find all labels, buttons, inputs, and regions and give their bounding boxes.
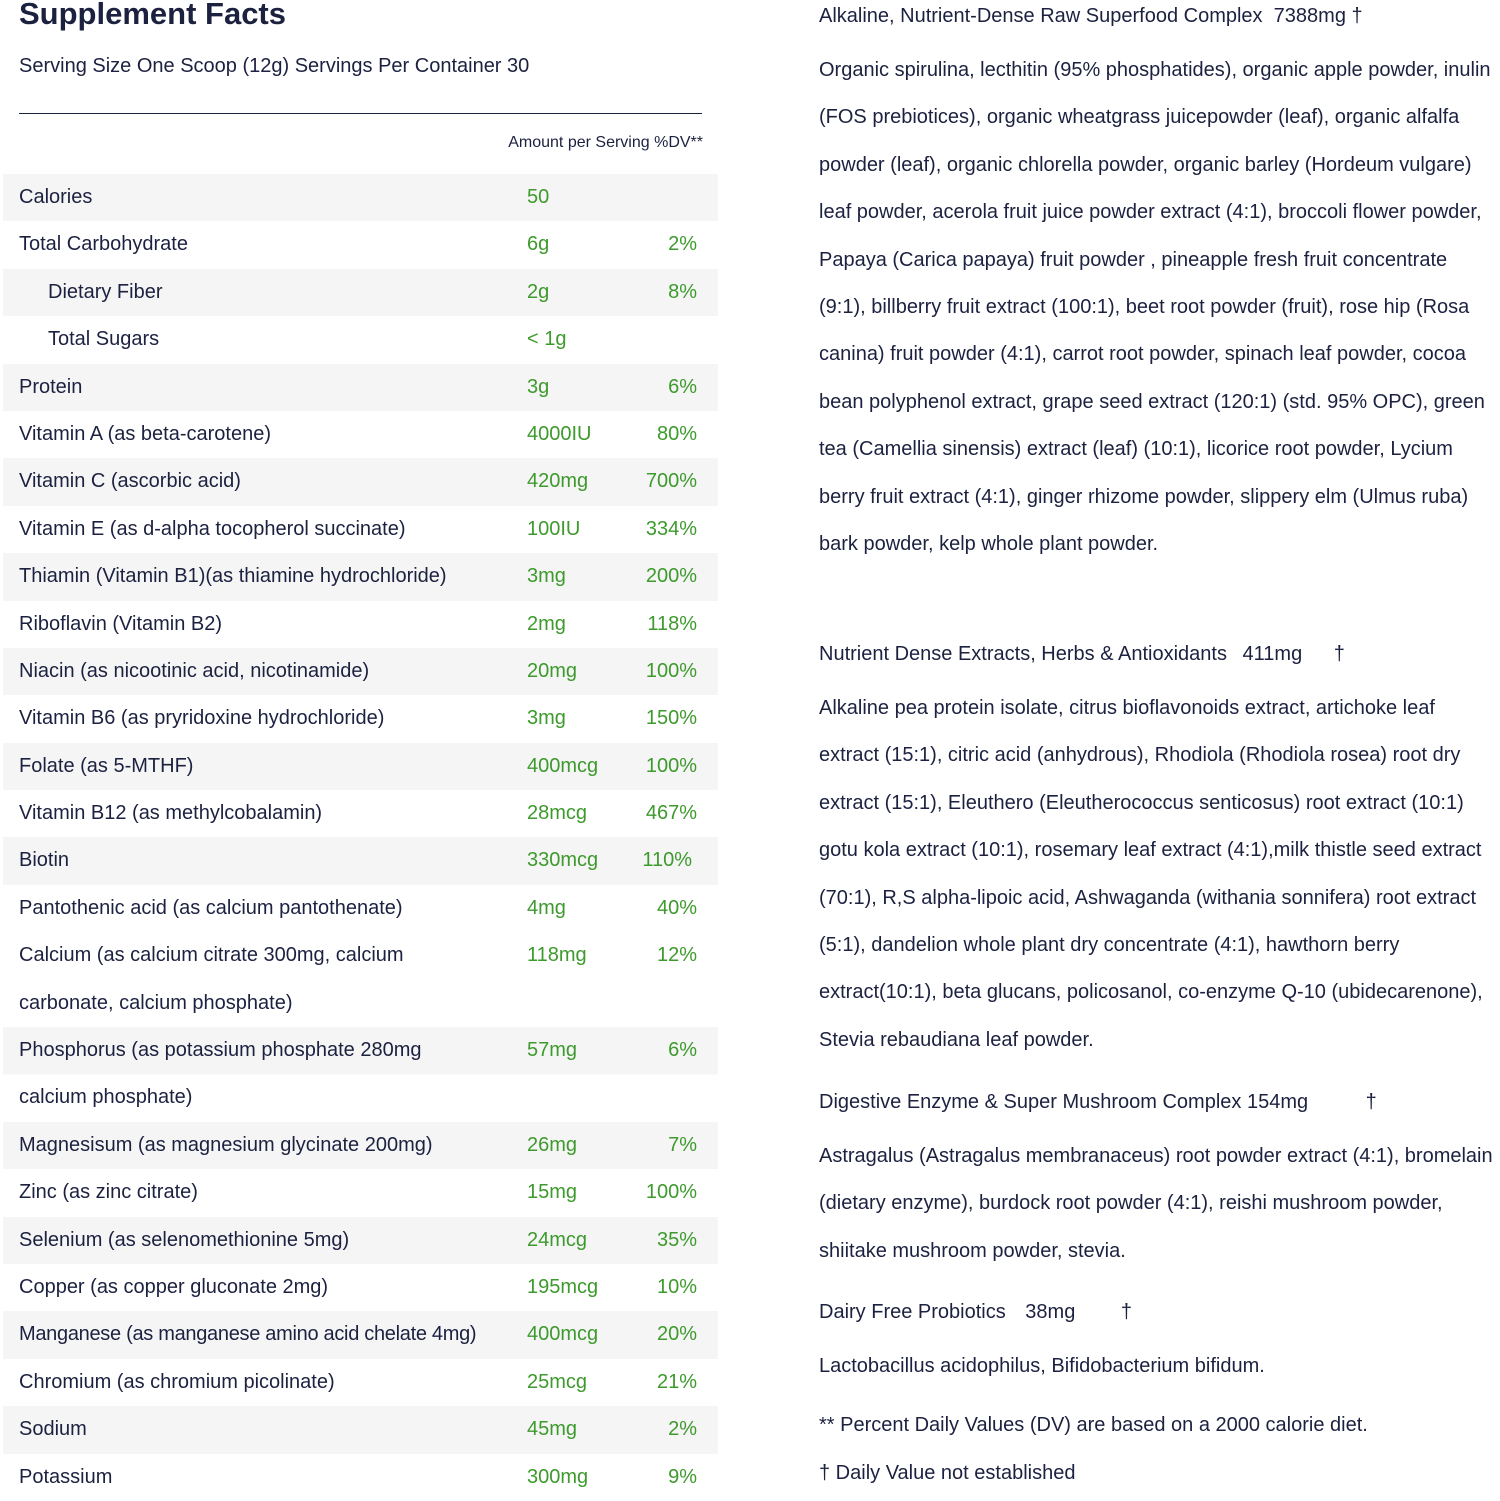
nutrient-dv: 2%: [668, 233, 697, 256]
serving-info: Serving Size One Scoop (12g) Servings Per Container 30: [19, 55, 530, 77]
nutrient-dv: 334%: [645, 517, 697, 540]
nutrient-amount: 195mcg: [527, 1276, 599, 1299]
blend-amount: 411mg: [1242, 643, 1303, 665]
nutrient-amount: 4mg: [527, 896, 566, 919]
nutrient-name: Riboflavin (Vitamin B2): [19, 612, 223, 635]
nutrient-name: Selenium (as selenomethionine 5mg): [19, 1228, 350, 1251]
nutrient-name: Total Carbohydrate: [19, 233, 188, 256]
table-row: [3, 885, 718, 932]
table-row: [3, 695, 718, 742]
nutrient-name: Thiamin (Vitamin B1)(as thiamine hydrochloride): [19, 565, 447, 588]
nutrient-amount: 45mg: [527, 1418, 578, 1441]
nutrient-dv: 100%: [645, 1181, 697, 1204]
nutrient-amount: 2mg: [527, 612, 566, 635]
nutrient-amount: 3g: [527, 375, 550, 398]
nutrient-name: Potassium: [19, 1465, 113, 1488]
nutrient-amount: 6g: [527, 233, 550, 256]
blend-ingredients: Astragalus (Astragalus membranaceus) root powder extract (4:1), bromelain (dietary enzyme), burdock root powder (4:1), reishi mushroom powder, shiitake mushroom powder, stevia.: [819, 1145, 1493, 1262]
table-row: [3, 1454, 718, 1501]
nutrient-dv: 118%: [647, 612, 697, 635]
table-row: [3, 1027, 718, 1122]
nutrient-dv: 10%: [656, 1276, 697, 1299]
table-row: [3, 1217, 718, 1264]
table-row: [3, 1406, 718, 1453]
nutrient-dv: 2%: [668, 1418, 697, 1441]
table-row: [3, 221, 718, 268]
table-row: [3, 1264, 718, 1311]
table-row: [3, 1311, 718, 1358]
blend-heading: [819, 0, 1499, 32]
dagger-mark: †: [1351, 5, 1363, 27]
table-row: [3, 601, 718, 648]
nutrient-name: Vitamin A (as beta-carotene): [19, 422, 271, 445]
blend-amount: 154mg: [1246, 1091, 1309, 1113]
nutrient-amount: 15mg: [527, 1181, 578, 1204]
nutrient-amount: 100IU: [527, 517, 581, 540]
nutrient-amount: 400mcg: [527, 754, 599, 777]
nutrient-name: Biotin: [19, 849, 70, 872]
nutrient-dv: 200%: [645, 565, 697, 588]
nutrient-name: Copper (as copper gluconate 2mg): [19, 1276, 329, 1299]
nutrient-dv: 80%: [656, 422, 697, 445]
table-row: [3, 269, 718, 316]
nutrient-dv: 467%: [645, 802, 697, 825]
nutrient-dv: 150%: [645, 707, 697, 730]
table-row: [3, 1169, 718, 1216]
nutrient-dv: 21%: [656, 1370, 697, 1393]
nutrient-dv: 110%: [642, 849, 692, 872]
nutrient-dv: 100%: [645, 754, 697, 777]
nutrient-dv: 40%: [656, 896, 697, 919]
table-row: [3, 411, 718, 458]
divider: [19, 113, 702, 114]
nutrient-name: Vitamin B6 (as pryridoxine hydrochloride): [19, 707, 385, 730]
blend-section: [819, 0, 1499, 568]
dagger-footnote: † Daily Value not established: [819, 1462, 1076, 1484]
nutrient-amount: < 1g: [527, 328, 567, 351]
blend-ingredients: Organic spirulina, lecthitin (95% phosphatides), organic apple powder, inulin (FOS prebiotices), organic wheatgrass juicepowder (leaf), organic alfalfa powder (leaf), organic chlorella powder, organic barley (Hordeum vulgare) leaf powder, acerola fruit juice powder extract (4:1), broccoli flower powder, Papaya (Carica papaya) fruit powder , pineapple fresh fruit concentrate (9:1), billberry fruit extract (100:1), beet root powder (fruit), rose hip (Rosa canina) fruit powder (4:1), carrot root powder, spinach leaf powder, cocoa bean polyphenol extract, grape seed extract (120:1) (std. 95% OPC), green tea (Camellia sinensis) extract (leaf) (10:1), licorice root powder, Lycium berry fruit extract (4:1), ginger rhizome powder, slippery elm (Ulmus ruba) bark powder, kelp whole plant powder.: [819, 59, 1491, 556]
nutrient-amount: 3mg: [527, 565, 566, 588]
dagger-mark: †: [1120, 1301, 1132, 1323]
nutrient-dv: 8%: [668, 280, 697, 303]
nutrient-dv: 700%: [645, 470, 697, 493]
nutrient-amount: 4000IU: [527, 422, 592, 445]
blend-name: Alkaline, Nutrient-Dense Raw Superfood Complex: [819, 5, 1263, 27]
nutrient-name: Vitamin E (as d-alpha tocopherol succinate): [19, 517, 406, 540]
nutrient-amount: 3mg: [527, 707, 566, 730]
nutrient-name: Niacin (as nicootinic acid, nicotinamide): [19, 659, 370, 682]
blend-section: [819, 1296, 1499, 1390]
nutrient-amount: 20mg: [527, 659, 578, 682]
nutrient-dv: 6%: [668, 1039, 697, 1062]
table-row: [3, 837, 718, 884]
blend-ingredients: Lactobacillus acidophilus, Bifidobacterium bifidum.: [819, 1355, 1265, 1377]
nutrient-amount: 330mcg: [527, 849, 599, 872]
nutrient-name: Calories: [19, 186, 93, 208]
dv-footnote: ** Percent Daily Values (DV) are based on a 2000 calorie diet.: [819, 1414, 1368, 1436]
nutrient-amount: 28mcg: [527, 802, 588, 825]
nutrient-amount: 50: [527, 186, 550, 208]
nutrient-dv: 7%: [668, 1133, 697, 1156]
nutrient-name: Sodium: [19, 1418, 87, 1441]
page-title: Supplement Facts: [19, 0, 286, 31]
nutrient-amount: 118mg: [527, 944, 587, 967]
nutrient-name: Manganese (as manganese amino acid chelate 4mg): [19, 1323, 477, 1346]
nutrient-amount: 420mg: [527, 470, 589, 493]
table-row: [3, 1122, 718, 1169]
dagger-mark: †: [1333, 643, 1345, 665]
table-row: [3, 648, 718, 695]
blend-heading: [819, 1296, 1499, 1328]
table-row: [3, 790, 718, 837]
blend-amount: 38mg: [1025, 1301, 1076, 1323]
nutrient-dv: 20%: [656, 1323, 697, 1346]
blend-amount: 7388mg: [1273, 5, 1346, 27]
nutrient-amount: 400mcg: [527, 1323, 599, 1346]
column-header: Amount per Serving %DV**: [508, 134, 703, 151]
nutrient-name: Protein: [19, 375, 83, 398]
table-row: [3, 458, 718, 505]
blend-heading: [819, 1086, 1499, 1118]
table-row: [3, 174, 718, 221]
nutrient-amount: 25mcg: [527, 1370, 588, 1393]
nutrient-name: Vitamin C (ascorbic acid): [19, 470, 241, 493]
blend-heading: [819, 638, 1499, 670]
table-row: [3, 506, 718, 553]
table-row: [3, 316, 718, 363]
nutrient-dv: 35%: [656, 1228, 697, 1251]
nutrient-amount: 2g: [527, 280, 550, 303]
nutrient-name: Total Sugars: [48, 328, 160, 351]
nutrient-name: Magnesisum (as magnesium glycinate 200mg): [19, 1133, 433, 1156]
table-row: [3, 553, 718, 600]
nutrient-name: Pantothenic acid (as calcium pantothenate): [19, 896, 403, 919]
nutrient-name: Dietary Fiber: [48, 280, 163, 303]
dagger-mark: †: [1365, 1091, 1377, 1113]
blend-name: Nutrient Dense Extracts, Herbs & Antioxidants: [819, 643, 1227, 665]
nutrient-name: Folate (as 5-MTHF): [19, 754, 194, 777]
blend-ingredients: Alkaline pea protein isolate, citrus bioflavonoids extract, artichoke leaf extract (15:1), citric acid (anhydrous), Rhodiola (Rhodiola rosea) root dry extract (15:1), Eleuthero (Eleutherococcus senticosus) root extract (10:1) gotu kola extract (10:1), rosemary leaf extract (4:1),milk thistle seed extract (70:1), R,S alpha-lipoic acid, Ashwaganda (withania sonnifera) root extract (5:1), dandelion whole plant dry concentrate (4:1), hawthorn berry extract(10:1), beta glucans, policosanol, co-enzyme Q-10 (ubidecarenone), Stevia rebaudiana leaf powder.: [819, 697, 1483, 1051]
nutrient-amount: 26mg: [527, 1133, 578, 1156]
nutrient-name: Vitamin B12 (as methylcobalamin): [19, 802, 323, 825]
table-row: [3, 1359, 718, 1406]
nutrient-amount: 57mg: [527, 1039, 578, 1062]
table-row: [3, 364, 718, 411]
nutrient-dv: 12%: [656, 944, 697, 967]
blend-section: [819, 1086, 1499, 1275]
blend-section: [819, 638, 1499, 1064]
nutrient-name: Zinc (as zinc citrate): [19, 1181, 198, 1204]
nutrient-name: Chromium (as chromium picolinate): [19, 1370, 335, 1393]
blend-name: Dairy Free Probiotics: [819, 1301, 1006, 1323]
nutrient-amount: 300mg: [527, 1465, 589, 1488]
nutrient-table: [3, 174, 718, 1501]
nutrient-dv: 100%: [645, 659, 697, 682]
nutrient-name: Calcium (as calcium citrate 300mg, calcium carbonate, calcium phosphate): [19, 944, 404, 1014]
nutrient-dv: 9%: [668, 1465, 697, 1488]
table-row: [3, 932, 718, 1027]
nutrient-name: Phosphorus (as potassium phosphate 280mg calcium phosphate): [19, 1039, 422, 1109]
table-row: [3, 743, 718, 790]
nutrient-dv: 6%: [668, 375, 697, 398]
nutrient-amount: 24mcg: [527, 1228, 588, 1251]
blend-name: Digestive Enzyme & Super Mushroom Complex: [819, 1091, 1242, 1113]
